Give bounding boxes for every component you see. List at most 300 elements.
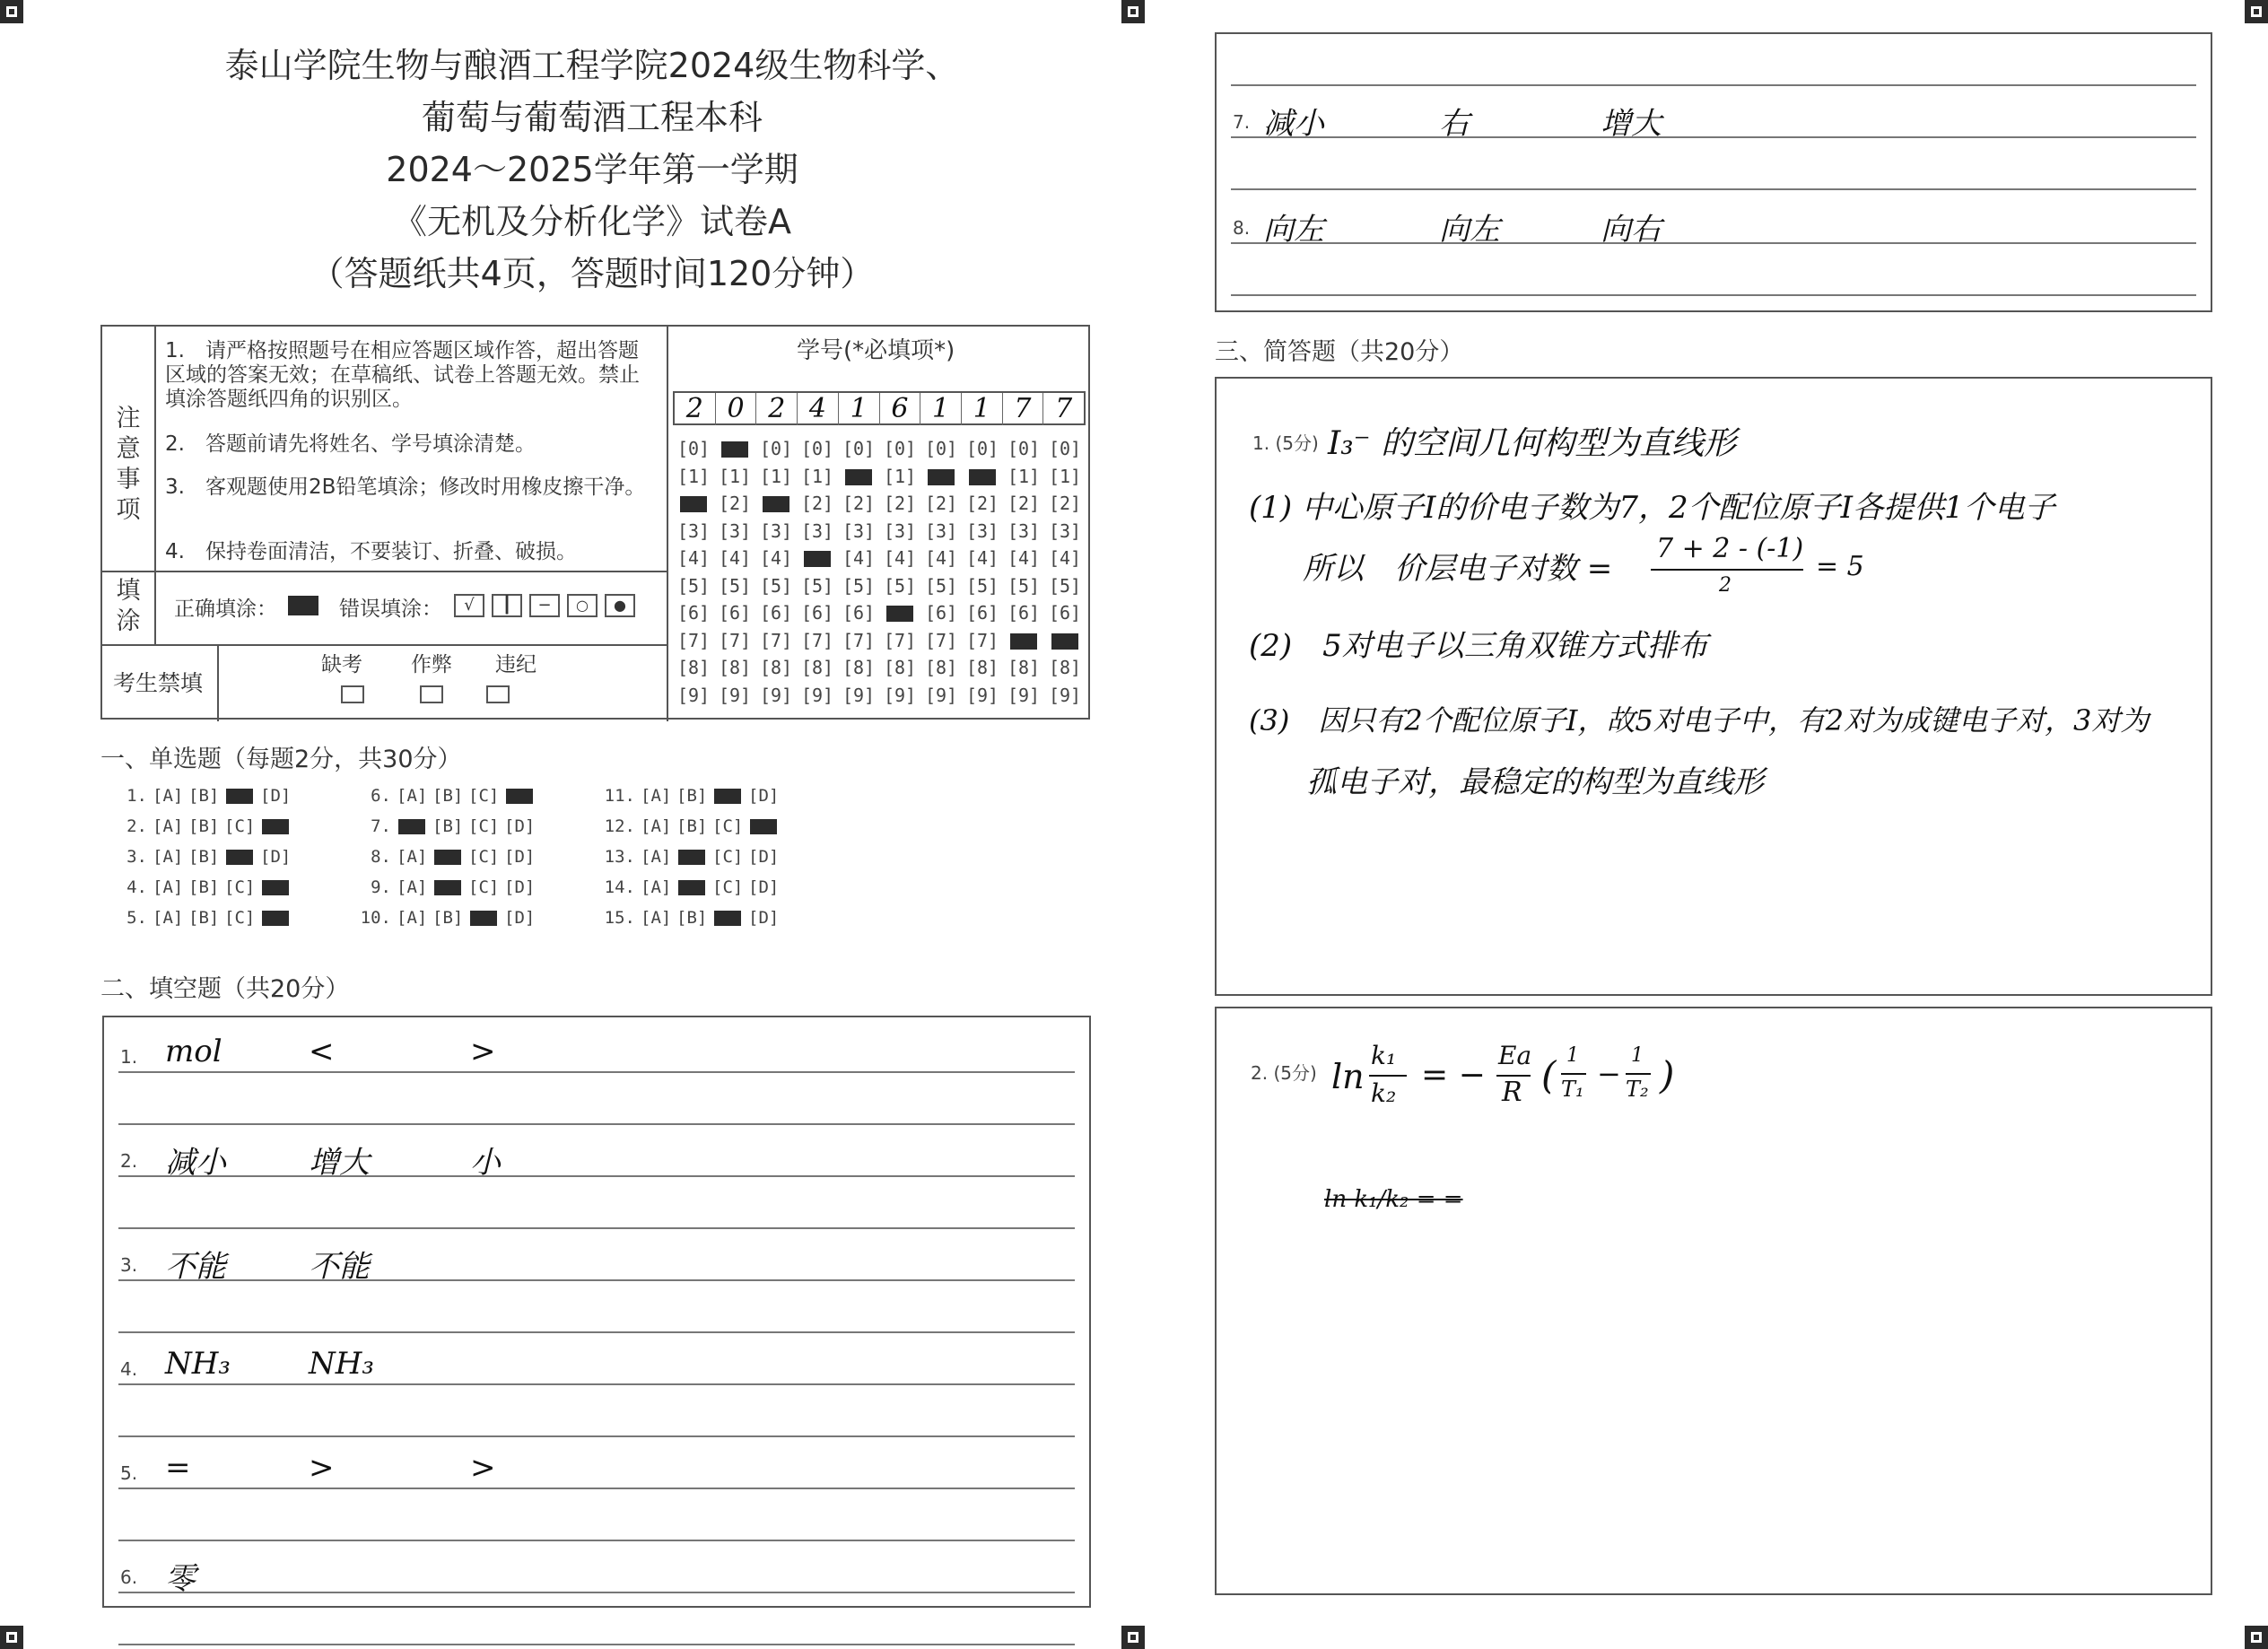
student-id-digit: 1 — [962, 393, 1003, 425]
forbid-absent-checkbox[interactable] — [341, 685, 364, 703]
mc-question-number: 1. — [126, 786, 147, 806]
student-id-bubble[interactable]: [2] — [718, 493, 752, 514]
fill-question-number: 3. — [120, 1254, 138, 1276]
q1-line-5: (3) 因只有2个配位原子I，故5对电子中，有2对为成键电子对，3对为 — [1249, 703, 2150, 737]
fill-question-number: 2. — [120, 1150, 138, 1172]
mc-option[interactable] — [712, 908, 743, 926]
mc-question-number: 14. — [604, 877, 635, 897]
mc-option[interactable]: [A] — [397, 786, 428, 806]
mc-option[interactable]: [A] — [153, 786, 184, 806]
student-id-bubble[interactable]: [8] — [1007, 657, 1041, 678]
mc-option[interactable]: [B] — [676, 786, 708, 806]
corner-mark-top-right — [2245, 0, 2268, 23]
student-id-bubble[interactable] — [920, 466, 962, 489]
q1-fraction-numerator: 7 + 2 - (-1) — [1656, 533, 1804, 564]
mc-option[interactable]: [B] — [188, 847, 220, 867]
student-id-bubble[interactable]: [0] — [924, 438, 958, 459]
student-id-bubble[interactable]: [7] — [718, 629, 752, 651]
student-id-bubble[interactable]: [9] — [676, 684, 711, 706]
mc-option[interactable]: [A] — [641, 908, 672, 928]
student-id-bubble[interactable]: [7] — [759, 629, 793, 651]
student-id-digit: 7 — [1003, 393, 1044, 425]
student-id-bubble[interactable]: [4] — [924, 547, 958, 569]
q1-line-6: 孤电子对，最稳定的构型为直线形 — [1306, 764, 1764, 800]
q1-line-3: 所以 价层电子对数 = — [1303, 551, 1613, 587]
mc-option[interactable]: [D] — [504, 847, 536, 867]
mc-option[interactable]: [D] — [748, 877, 780, 897]
answer-line — [118, 1071, 1075, 1073]
student-id-bubble[interactable]: [4] — [1007, 547, 1041, 569]
eq-t1: T₁ — [1561, 1077, 1584, 1102]
short-answer-box-q2 — [1215, 1007, 2212, 1595]
student-id-bubble[interactable]: [9] — [718, 684, 752, 706]
mc-option[interactable] — [224, 847, 255, 865]
fill-in-answers-left — [102, 1016, 1091, 1608]
mc-option[interactable]: [B] — [432, 786, 464, 806]
mc-option[interactable] — [712, 786, 743, 804]
corner-mark-bottom-middle — [1121, 1626, 1145, 1649]
wrong-fill-label: 错误填涂： — [339, 598, 442, 621]
mc-question-number: 6. — [371, 786, 391, 806]
fill-answer: 增大 — [309, 1145, 370, 1181]
mc-option[interactable] — [468, 908, 499, 926]
mc-option-filled — [750, 819, 777, 834]
correct-fill-label: 正确填涂： — [174, 598, 277, 621]
notice-item-4: 4. 保持卷面清洁，不要装订、折叠、破损。 — [165, 540, 577, 563]
mc-question-number: 11. — [604, 786, 635, 806]
student-id-bubble[interactable]: [2] — [800, 493, 834, 514]
mc-option[interactable]: [A] — [641, 847, 672, 867]
student-id-digit: 7 — [1055, 393, 1073, 424]
student-id-bubble[interactable]: [7] — [800, 629, 834, 651]
mc-option[interactable] — [397, 816, 427, 834]
student-id-bubble[interactable]: [8] — [842, 657, 876, 678]
student-id-bubble[interactable]: [9] — [842, 684, 876, 706]
student-id-bubble[interactable]: [3] — [759, 519, 793, 542]
mc-option[interactable]: [A] — [641, 786, 672, 806]
answer-line — [118, 1592, 1075, 1593]
q1-fraction-bar — [1651, 569, 1803, 571]
student-id-bubble[interactable]: [6] — [759, 602, 793, 624]
q2-struck-text: ln k₁/k₂ = = — [1324, 1186, 1463, 1213]
answer-line — [1231, 136, 2196, 138]
info-block — [100, 325, 1090, 720]
fill-question-number: 7. — [1233, 111, 1251, 133]
fill-answer: > — [470, 1034, 496, 1069]
forbid-violation-label: 违纪 — [495, 653, 536, 676]
mc-option-filled — [714, 789, 741, 804]
eq-ea: Ea — [1498, 1041, 1532, 1070]
fill-answer: 向右 — [1601, 212, 1662, 248]
fill-label: 填涂 — [116, 577, 141, 635]
mc-option-filled — [262, 880, 289, 895]
student-id-bubble[interactable]: [0] — [1007, 438, 1041, 459]
mc-option-filled — [678, 850, 705, 865]
student-id-bubble[interactable]: [0] — [842, 438, 876, 459]
eq-r: R — [1502, 1077, 1522, 1108]
mc-option[interactable]: [A] — [153, 816, 184, 836]
wrong-mark-circle: ○ — [567, 594, 598, 617]
student-id-bubble[interactable]: [1] — [759, 465, 793, 487]
mc-option[interactable] — [432, 877, 463, 895]
mc-option[interactable]: [C] — [712, 877, 744, 897]
student-id-bubble[interactable]: [3] — [842, 519, 876, 542]
student-id-bubble[interactable]: [5] — [759, 574, 793, 597]
student-id-bubble[interactable]: [0] — [883, 438, 917, 459]
q1-label: 1. (5分) — [1252, 432, 1319, 454]
student-id-bubble[interactable]: [9] — [1048, 684, 1082, 706]
student-id-bubble[interactable]: [7] — [842, 629, 876, 651]
student-id-bubble[interactable]: [3] — [800, 519, 834, 542]
student-id-bubble[interactable]: [0] — [800, 438, 834, 459]
notice-label: 注意事项 — [116, 405, 141, 524]
student-id-digit: 0 — [716, 393, 757, 425]
student-id-bubble[interactable]: [4] — [1048, 547, 1082, 569]
student-id-bubble[interactable]: [8] — [800, 657, 834, 678]
student-id-bubble[interactable]: [5] — [883, 574, 917, 597]
mc-option[interactable]: [B] — [188, 786, 220, 806]
student-id-bubble[interactable]: [4] — [883, 547, 917, 569]
answer-line — [118, 1383, 1075, 1385]
student-id-bubble[interactable]: [0] — [1048, 438, 1082, 459]
mc-option[interactable]: [A] — [153, 847, 184, 867]
eq-one-a: 1 — [1566, 1044, 1579, 1067]
student-id-bubble[interactable]: [2] — [883, 493, 917, 514]
mc-option[interactable]: [D] — [748, 847, 780, 867]
corner-mark-top-middle — [1121, 0, 1145, 23]
mc-option-filled — [506, 789, 533, 804]
student-id-bubble[interactable]: [7] — [676, 629, 711, 651]
student-id-bubble[interactable]: [2] — [842, 493, 876, 514]
student-id-bubble[interactable]: [1] — [800, 465, 834, 487]
answer-line — [118, 1123, 1075, 1125]
student-id-bubble[interactable]: [5] — [924, 574, 958, 597]
mc-option-filled — [262, 819, 289, 834]
section3-title: 三、简答题（共20分） — [1215, 338, 1464, 366]
fill-answer: 零 — [165, 1561, 196, 1597]
mc-question-number: 9. — [371, 877, 391, 897]
fill-answer: 不能 — [165, 1249, 226, 1285]
student-id-bubble[interactable]: [2] — [924, 493, 958, 514]
student-id-bubble[interactable] — [962, 466, 1003, 489]
short-answer-box-q1 — [1215, 377, 2212, 996]
eq-t1-bar — [1561, 1073, 1586, 1075]
mc-option[interactable]: [C] — [468, 786, 500, 806]
student-id-bubble[interactable]: [8] — [1048, 657, 1082, 678]
fill-answer: > — [309, 1450, 335, 1486]
mc-option-filled — [434, 850, 461, 865]
student-id-bubble[interactable]: [3] — [1007, 519, 1041, 542]
fill-answer: = — [165, 1450, 191, 1486]
student-id-bubble[interactable]: [7] — [965, 629, 999, 651]
student-id-bubble[interactable]: [6] — [676, 602, 711, 624]
student-id-bubble[interactable]: [8] — [676, 657, 711, 678]
mc-option[interactable] — [676, 877, 707, 895]
eq-k-bar — [1369, 1075, 1407, 1077]
student-id-bubble[interactable]: [4] — [759, 547, 793, 569]
student-id-bubble[interactable]: [6] — [718, 602, 752, 624]
multiple-choice-area — [113, 786, 831, 938]
eq-equals-minus: = − — [1421, 1057, 1486, 1094]
student-id-digit: 4 — [798, 393, 839, 425]
corner-mark-top-left — [0, 0, 23, 23]
mc-option[interactable] — [676, 847, 707, 865]
student-id-bubble[interactable]: [2] — [1048, 493, 1082, 514]
student-id-bubble[interactable]: [0] — [965, 438, 999, 459]
student-id-bubble[interactable]: [9] — [883, 684, 917, 706]
student-id-bubble[interactable]: [5] — [676, 574, 711, 597]
mc-option-filled — [678, 880, 705, 895]
student-id-label: 学号(*必填项*) — [797, 337, 955, 364]
q2-label: 2. (5分) — [1251, 1062, 1317, 1084]
mc-question-number: 13. — [604, 847, 635, 867]
mc-option[interactable]: [C] — [224, 816, 256, 836]
mc-option[interactable]: [C] — [468, 816, 500, 836]
q1-fraction-denominator: 2 — [1719, 574, 1732, 597]
student-id-bubble[interactable]: [3] — [1048, 519, 1082, 542]
answer-line — [118, 1488, 1075, 1489]
fill-in-answers-right — [1215, 32, 2212, 312]
mc-option[interactable]: [D] — [260, 847, 292, 867]
mc-option[interactable] — [432, 847, 463, 865]
mc-option[interactable] — [224, 786, 255, 804]
student-id-bubble[interactable]: [6] — [800, 602, 834, 624]
fill-answer: 小 — [470, 1145, 501, 1181]
fill-question-number: 8. — [1233, 217, 1251, 239]
student-id-bubble[interactable]: [1] — [718, 465, 752, 487]
mc-option[interactable]: [B] — [188, 816, 220, 836]
student-id-bubble[interactable]: [4] — [676, 547, 711, 569]
student-id-bubble[interactable]: [1] — [1048, 465, 1082, 487]
student-id-bubble[interactable]: [6] — [1048, 602, 1082, 624]
mc-question-number: 10. — [360, 908, 391, 928]
fill-answer: 减小 — [1263, 106, 1324, 142]
fill-answer: 不能 — [309, 1249, 370, 1285]
student-id-bubble[interactable]: [3] — [965, 519, 999, 542]
mc-option[interactable] — [748, 816, 779, 834]
student-id-bubble[interactable]: [5] — [842, 574, 876, 597]
mc-option[interactable]: [D] — [260, 786, 292, 806]
exam-title-line4: 《无机及分析化学》试卷A — [393, 202, 791, 241]
student-id-bubble[interactable]: [9] — [800, 684, 834, 706]
fill-answer: < — [309, 1034, 335, 1069]
answer-line — [1231, 294, 2196, 296]
mc-question-number: 12. — [604, 816, 635, 836]
mc-option[interactable]: [C] — [712, 816, 744, 836]
student-id-bubble[interactable]: [6] — [924, 602, 958, 624]
answer-line — [1231, 188, 2196, 190]
mc-option[interactable]: [A] — [397, 847, 428, 867]
student-id-bubble[interactable] — [673, 493, 714, 516]
fill-answer: 向左 — [1439, 212, 1500, 248]
mc-option[interactable]: [D] — [504, 908, 536, 928]
student-id-bubble[interactable]: [8] — [924, 657, 958, 678]
mc-option[interactable]: [D] — [504, 816, 536, 836]
answer-line — [1231, 84, 2196, 86]
mc-option[interactable]: [B] — [188, 877, 220, 897]
student-id-bubble[interactable]: [1] — [676, 465, 711, 487]
student-id-bubble[interactable]: [1] — [883, 465, 917, 487]
q1-line-2: (1) 中心原子I的价电子数为7，2个配位原子I各提供1个电子 — [1249, 490, 2055, 526]
section1-title: 一、单选题（每题2分，共30分） — [100, 746, 462, 773]
mc-option[interactable] — [260, 877, 291, 895]
mc-option-filled — [398, 819, 425, 834]
mc-option[interactable]: [B] — [188, 908, 220, 928]
mc-option[interactable]: [B] — [676, 908, 708, 928]
student-id-bubble[interactable]: [7] — [883, 629, 917, 651]
answer-line — [1231, 242, 2196, 244]
notice-item-3: 3. 客观题使用2B铅笔填涂；修改时用橡皮擦干净。 — [165, 476, 646, 499]
student-id-bubble[interactable] — [797, 547, 838, 571]
fill-question-number: 4. — [120, 1358, 138, 1380]
mc-option[interactable]: [A] — [641, 816, 672, 836]
forbid-cheat-checkbox[interactable] — [420, 685, 443, 703]
student-id-bubble[interactable]: [5] — [800, 574, 834, 597]
notice-item-1: 1. 请严格按照题号在相应答题区域作答，超出答题区域的答案无效；在草稿纸、试卷上答题无效。禁止填涂答题纸四角的识别区。 — [165, 339, 640, 411]
student-id-bubble[interactable]: [9] — [759, 684, 793, 706]
student-id-bubble[interactable]: [9] — [924, 684, 958, 706]
eq-close-paren: ) — [1660, 1053, 1675, 1097]
student-id-bubble[interactable]: [5] — [718, 574, 752, 597]
student-id-bubble[interactable] — [714, 438, 755, 461]
student-id-bubble[interactable] — [838, 466, 879, 489]
mc-option-filled — [470, 911, 497, 926]
fill-answer: 右 — [1439, 106, 1470, 142]
student-id-bubble[interactable] — [1003, 630, 1044, 653]
eq-t2-bar — [1626, 1073, 1651, 1075]
fill-answer: 增大 — [1601, 106, 1662, 142]
wrong-mark-dash: − — [529, 594, 560, 617]
mc-question-number: 4. — [126, 877, 147, 897]
student-id-bubble[interactable]: [8] — [718, 657, 752, 678]
fill-question-number: 6. — [120, 1566, 138, 1588]
eq-minus: − — [1597, 1057, 1621, 1091]
student-id-bubble[interactable]: [5] — [965, 574, 999, 597]
forbid-cheat-label: 作弊 — [411, 653, 452, 676]
student-id-bubble[interactable]: [7] — [924, 629, 958, 651]
eq-open-paren: ( — [1541, 1053, 1557, 1097]
student-id-bubble[interactable] — [879, 602, 920, 625]
mc-option[interactable]: [A] — [153, 908, 184, 928]
mc-option[interactable]: [D] — [504, 877, 536, 897]
q2-equation — [1331, 1041, 1798, 1112]
mc-option[interactable]: [D] — [748, 786, 780, 806]
student-id-bubble[interactable]: [5] — [1048, 574, 1082, 597]
exam-title-line1: 泰山学院生物与酿酒工程学院2024级生物科学、 — [224, 46, 960, 85]
mc-option-filled — [262, 911, 289, 926]
mc-question-number: 8. — [371, 847, 391, 867]
mc-option[interactable]: [C] — [224, 908, 256, 928]
student-id-bubble[interactable]: [4] — [842, 547, 876, 569]
correct-fill-sample — [288, 596, 318, 615]
student-id-bubble[interactable]: [6] — [965, 602, 999, 624]
q1-line-4: (2) 5对电子以三角双锥方式排布 — [1249, 628, 1708, 664]
student-id-bubble[interactable]: [5] — [1007, 574, 1041, 597]
fill-answer: > — [470, 1450, 496, 1486]
mc-option[interactable] — [504, 786, 535, 804]
student-id-bubble[interactable]: [2] — [965, 493, 999, 514]
mc-question-number: 7. — [371, 816, 391, 836]
mc-option[interactable]: [D] — [748, 908, 780, 928]
answer-line — [118, 1227, 1075, 1229]
eq-ln: ln — [1331, 1057, 1365, 1096]
student-id-bubble[interactable] — [755, 493, 797, 516]
student-id-bubble[interactable]: [4] — [718, 547, 752, 569]
fill-question-number: 1. — [120, 1046, 138, 1068]
student-id-bubble[interactable]: [4] — [965, 547, 999, 569]
corner-mark-bottom-right — [2245, 1626, 2268, 1649]
student-id-digit: 6 — [880, 393, 921, 425]
mc-question-number: 5. — [126, 908, 147, 928]
student-id-bubble[interactable] — [1044, 630, 1086, 653]
mc-option[interactable]: [C] — [468, 847, 500, 867]
fill-answer: mol — [165, 1034, 222, 1069]
mc-option[interactable]: [B] — [676, 816, 708, 836]
mc-question-number: 3. — [126, 847, 147, 867]
student-id-bubble[interactable]: [3] — [718, 519, 752, 542]
student-id-bubble[interactable]: [0] — [759, 438, 793, 459]
mc-option[interactable]: [A] — [153, 877, 184, 897]
student-id-bubble[interactable]: [9] — [965, 684, 999, 706]
student-id-bubble[interactable]: [3] — [924, 519, 958, 542]
student-id-bubble-grid — [673, 438, 1086, 712]
student-id-bubble[interactable]: [8] — [759, 657, 793, 678]
mc-option[interactable] — [260, 908, 291, 926]
mc-option[interactable]: [B] — [432, 816, 464, 836]
eq-one-b: 1 — [1631, 1044, 1644, 1067]
mc-option-filled — [226, 789, 253, 804]
student-id-bubble[interactable]: [3] — [676, 519, 711, 542]
exam-title-line3: 2024～2025学年第一学期 — [386, 150, 798, 189]
student-id-bubble[interactable]: [8] — [883, 657, 917, 678]
forbid-absent-label: 缺考 — [321, 653, 362, 676]
answer-line — [118, 1644, 1075, 1645]
student-id-bubble[interactable]: [9] — [1007, 684, 1041, 706]
student-id-bubble[interactable]: [6] — [842, 602, 876, 624]
wrong-mark-bar: ┃ — [492, 594, 522, 617]
forbid-label: 考生禁填 — [113, 670, 204, 696]
forbid-violation-checkbox[interactable] — [486, 685, 510, 703]
student-id-bubble[interactable]: [8] — [965, 657, 999, 678]
student-id-bubble[interactable]: [1] — [1007, 465, 1041, 487]
mc-option[interactable]: [C] — [468, 877, 500, 897]
mc-option[interactable]: [A] — [397, 877, 428, 897]
fill-answer: 向左 — [1263, 212, 1324, 248]
mc-option[interactable]: [C] — [224, 877, 256, 897]
mc-option[interactable]: [B] — [432, 908, 464, 928]
mc-option[interactable]: [C] — [712, 847, 744, 867]
fill-answer: NH₃ — [309, 1346, 375, 1382]
student-id-bubble[interactable]: [6] — [1007, 602, 1041, 624]
student-id-digit: 2 — [675, 393, 716, 425]
mc-option[interactable]: [A] — [397, 908, 428, 928]
student-id-digit: 1 — [839, 393, 880, 425]
q1-fraction-result: = 5 — [1816, 551, 1864, 582]
eq-k2: k₂ — [1371, 1078, 1397, 1108]
mc-option[interactable] — [260, 816, 291, 834]
mc-question-number: 15. — [604, 908, 635, 928]
notice-item-2: 2. 答题前请先将姓名、学号填涂清楚。 — [165, 432, 536, 456]
student-id-bubble[interactable]: [3] — [883, 519, 917, 542]
wrong-mark-check: √ — [454, 594, 484, 617]
mc-option[interactable]: [A] — [641, 877, 672, 897]
answer-line — [118, 1435, 1075, 1437]
eq-t2: T₂ — [1626, 1077, 1649, 1102]
student-id-bubble[interactable]: [2] — [1007, 493, 1041, 514]
fill-answer: 减小 — [165, 1145, 226, 1181]
student-id-bubble[interactable]: [0] — [676, 438, 711, 459]
fill-answer: NH₃ — [165, 1346, 231, 1382]
